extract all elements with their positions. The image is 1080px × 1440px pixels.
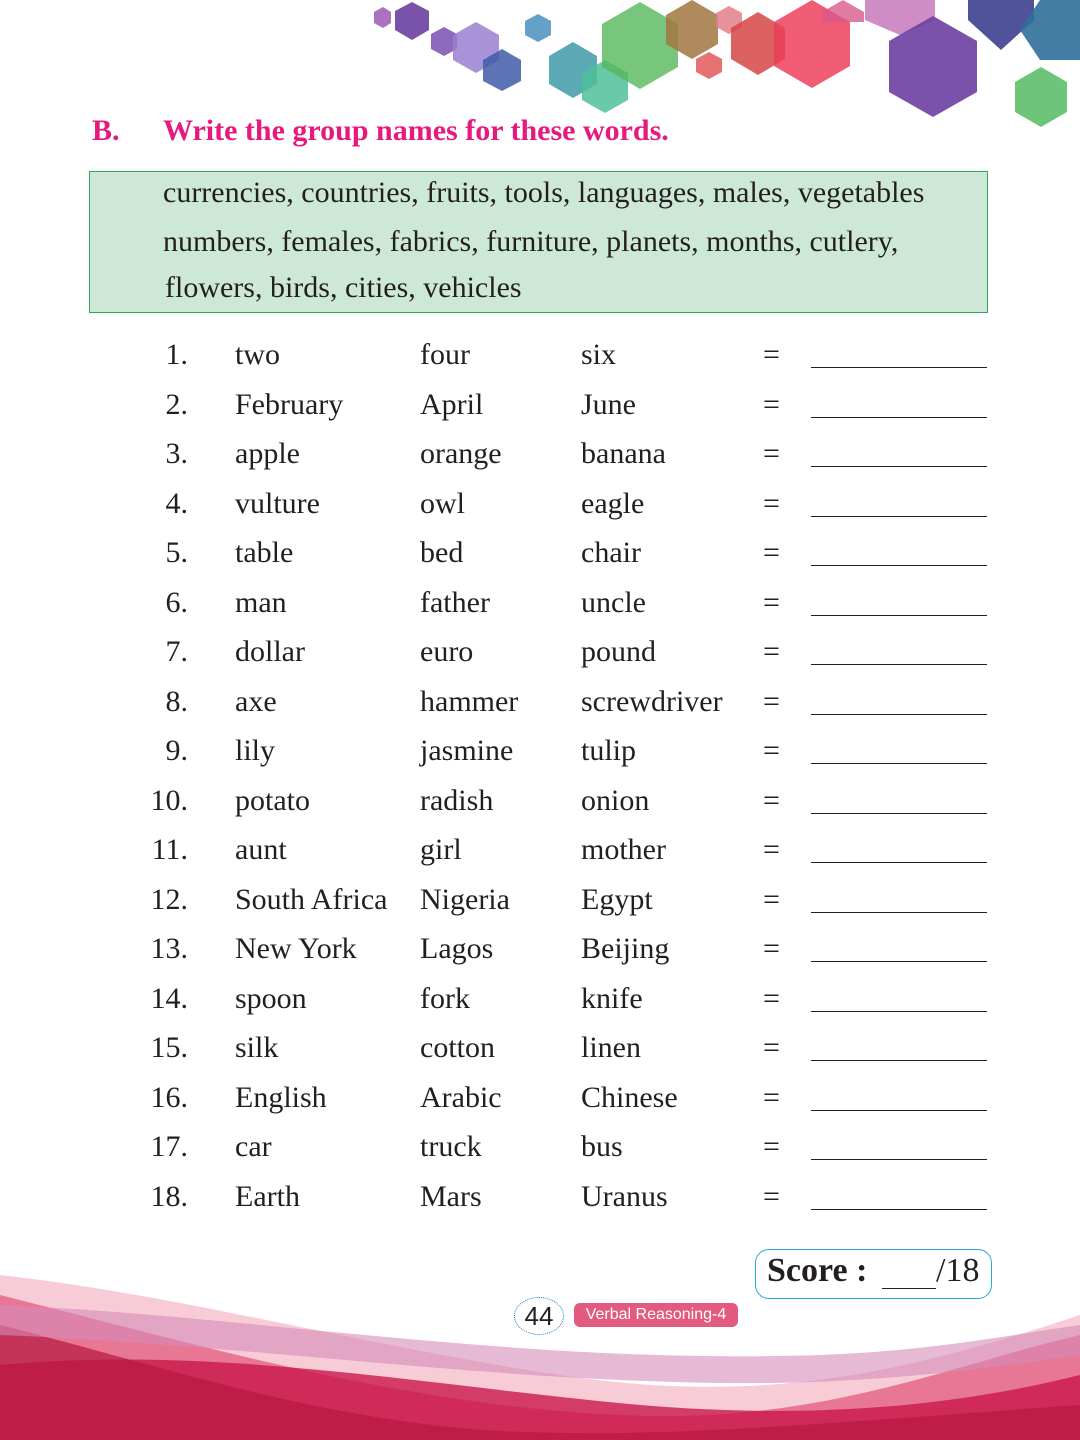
item-number: 11. <box>151 833 188 866</box>
word-3: pound <box>581 635 656 668</box>
exercise-row <box>0 982 1080 1026</box>
item-number: 4. <box>165 486 188 520</box>
word-bank-line: flowers, birds, cities, vehicles <box>165 271 522 304</box>
answer-blank[interactable] <box>811 1060 987 1061</box>
word-3: bus <box>581 1130 623 1163</box>
word-1: lily <box>235 734 276 767</box>
word-1: apple <box>235 437 300 470</box>
word-1: dollar <box>235 635 305 668</box>
word-1: vulture <box>235 486 320 520</box>
word-bank-box <box>89 171 988 313</box>
equals-sign: = <box>763 1130 780 1163</box>
score-blank[interactable] <box>882 1288 936 1289</box>
word-1: potato <box>235 783 310 817</box>
word-2: bed <box>420 536 464 569</box>
answer-blank[interactable] <box>811 912 987 913</box>
score-label: Score : <box>767 1252 868 1289</box>
word-1: two <box>235 338 280 371</box>
item-number: 8. <box>165 684 188 718</box>
word-3: eagle <box>581 486 645 520</box>
answer-blank[interactable] <box>811 714 987 715</box>
word-2: cotton <box>420 1031 495 1064</box>
exercise-row <box>0 1031 1080 1075</box>
item-number: 6. <box>165 585 188 619</box>
answer-blank[interactable] <box>811 466 987 467</box>
exercise-row <box>0 487 1080 531</box>
equals-sign: = <box>763 635 780 668</box>
answer-blank[interactable] <box>811 565 987 566</box>
item-number: 9. <box>165 734 188 767</box>
word-2: Nigeria <box>420 882 510 916</box>
word-3: linen <box>581 1031 641 1064</box>
equals-sign: = <box>763 387 780 421</box>
equals-sign: = <box>763 338 780 371</box>
answer-blank[interactable] <box>811 813 987 814</box>
answer-blank[interactable] <box>811 1209 987 1210</box>
word-2: father <box>420 585 490 619</box>
equals-sign: = <box>763 734 780 767</box>
header-hexagon-decoration <box>0 0 1080 130</box>
exercise-row <box>0 1081 1080 1125</box>
exercise-row <box>0 1130 1080 1174</box>
word-2: Arabic <box>420 1080 502 1114</box>
exercise-row <box>0 784 1080 828</box>
equals-sign: = <box>763 486 780 520</box>
word-2: hammer <box>420 684 519 718</box>
word-2: Lagos <box>420 932 494 965</box>
word-2: girl <box>420 833 462 866</box>
exercise-row <box>0 388 1080 432</box>
score-total: /18 <box>936 1252 980 1289</box>
word-3: six <box>581 338 617 371</box>
word-3: chair <box>581 536 641 569</box>
exercise-row <box>0 1180 1080 1224</box>
word-1: axe <box>235 684 277 718</box>
answer-blank[interactable] <box>811 763 987 764</box>
exercise-row <box>0 586 1080 630</box>
answer-blank[interactable] <box>811 961 987 962</box>
word-2: April <box>420 387 484 421</box>
item-number: 2. <box>165 387 188 421</box>
word-3: Uranus <box>581 1179 668 1213</box>
word-2: truck <box>420 1130 482 1163</box>
answer-blank[interactable] <box>811 516 987 517</box>
equals-sign: = <box>763 1080 780 1114</box>
word-1: silk <box>235 1031 279 1064</box>
exercise-row <box>0 635 1080 679</box>
word-1: Earth <box>235 1179 300 1213</box>
word-1: spoon <box>235 981 307 1015</box>
word-1: table <box>235 536 294 569</box>
exercise-row <box>0 685 1080 729</box>
exercise-row <box>0 883 1080 927</box>
equals-sign: = <box>763 1179 780 1213</box>
word-2: four <box>420 338 470 371</box>
score-box <box>755 1249 992 1299</box>
word-1: English <box>235 1080 327 1114</box>
word-3: Chinese <box>581 1080 678 1114</box>
item-number: 16. <box>150 1080 188 1114</box>
item-number: 12. <box>150 882 188 916</box>
item-number: 18. <box>150 1179 188 1213</box>
equals-sign: = <box>763 882 780 916</box>
section-title: Write the group names for these words. <box>163 114 669 147</box>
item-number: 10. <box>150 783 188 817</box>
exercise-row <box>0 437 1080 481</box>
word-3: tulip <box>581 734 637 767</box>
word-3: banana <box>581 437 666 470</box>
item-number: 13. <box>150 932 188 965</box>
section-letter: B. <box>92 114 120 147</box>
equals-sign: = <box>763 684 780 718</box>
answer-blank[interactable] <box>811 1011 987 1012</box>
exercise-row <box>0 932 1080 976</box>
word-1: car <box>235 1130 272 1163</box>
word-bank-line: currencies, countries, fruits, tools, languages, males, vegetables <box>163 176 925 209</box>
word-1: February <box>235 387 344 421</box>
word-2: jasmine <box>420 734 514 767</box>
word-3: uncle <box>581 585 646 619</box>
answer-blank[interactable] <box>811 367 987 368</box>
answer-blank[interactable] <box>811 1159 987 1160</box>
item-number: 1. <box>165 338 188 371</box>
exercise-row <box>0 536 1080 580</box>
item-number: 3. <box>165 437 188 470</box>
exercise-row <box>0 734 1080 778</box>
word-1: New York <box>235 932 357 965</box>
equals-sign: = <box>763 932 780 965</box>
item-number: 17. <box>150 1130 188 1163</box>
answer-blank[interactable] <box>811 1110 987 1111</box>
equals-sign: = <box>763 585 780 619</box>
exercise-row <box>0 338 1080 382</box>
word-3: screwdriver <box>581 684 723 718</box>
word-3: Beijing <box>581 932 670 965</box>
word-2: euro <box>420 635 474 668</box>
book-title-tag: Verbal Reasoning-4 <box>574 1303 738 1327</box>
answer-blank[interactable] <box>811 862 987 863</box>
word-3: Egypt <box>581 882 653 916</box>
page-number: 44 <box>514 1297 564 1335</box>
item-number: 5. <box>165 536 188 569</box>
item-number: 7. <box>165 635 188 668</box>
equals-sign: = <box>763 981 780 1015</box>
word-3: June <box>581 387 636 421</box>
word-1: South Africa <box>235 882 388 916</box>
item-number: 14. <box>150 981 188 1015</box>
equals-sign: = <box>763 1031 780 1064</box>
word-2: radish <box>420 783 494 817</box>
equals-sign: = <box>763 783 780 817</box>
word-1: man <box>235 585 287 619</box>
word-bank-line: numbers, females, fabrics, furniture, planets, months, cutlery, <box>163 225 899 258</box>
answer-blank[interactable] <box>811 664 987 665</box>
word-2: fork <box>420 981 470 1015</box>
word-2: Mars <box>420 1179 482 1213</box>
word-2: orange <box>420 437 502 470</box>
equals-sign: = <box>763 437 780 470</box>
word-3: mother <box>581 833 666 866</box>
equals-sign: = <box>763 536 780 569</box>
exercise-row <box>0 833 1080 877</box>
answer-blank[interactable] <box>811 417 987 418</box>
answer-blank[interactable] <box>811 615 987 616</box>
word-3: knife <box>581 981 643 1015</box>
equals-sign: = <box>763 833 780 866</box>
word-2: owl <box>420 486 465 520</box>
word-3: onion <box>581 783 650 817</box>
word-1: aunt <box>235 833 287 866</box>
item-number: 15. <box>150 1031 188 1064</box>
